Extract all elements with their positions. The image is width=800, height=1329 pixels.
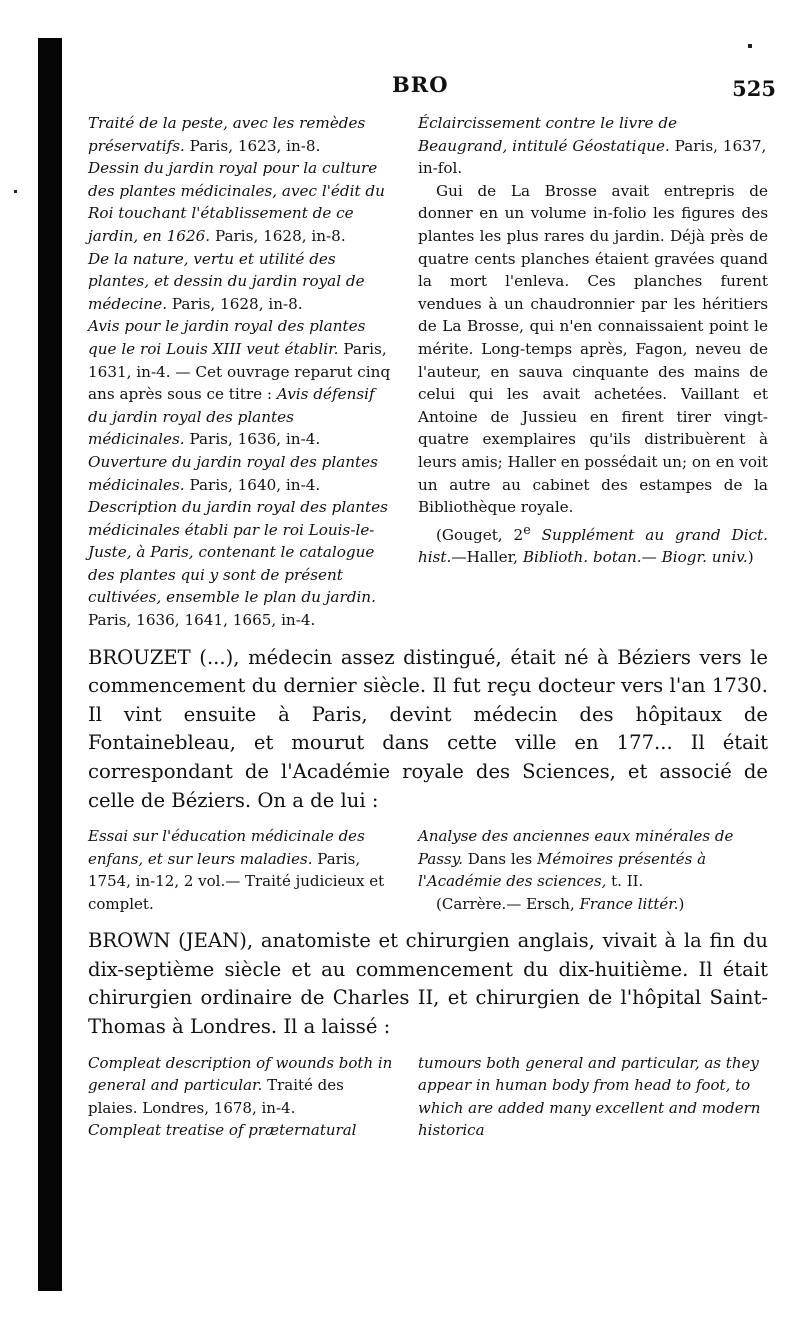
work-details: Paris, 1636, in-4.	[184, 430, 321, 449]
book-page	[88, 72, 776, 1142]
work-details: Traité des plaies. Londres, 1678, in-4.	[88, 1076, 344, 1117]
bibliography-item	[88, 315, 394, 451]
source-citation: (Carrère.— Ersch, France littér.)	[436, 894, 685, 913]
work-title: Description du jardin royal des plantes médicinales établi par le roi Louis-le-Juste, à Paris, contenant le catalogue des plantes qui y sont de présent cultivées, ensemble le plan du jardin.	[88, 498, 388, 607]
work-details: Paris, 1636, 1641, 1665, in-4.	[88, 611, 316, 630]
work-title: tumours both general and particular, as they appear in human body from head to foot, to which are added many excellent and modern historica	[418, 1053, 761, 1140]
work-details: Paris, 1631, in-4. — Cet ouvrage reparut cinq ans après sous ce titre :	[88, 339, 391, 404]
bibliography-item	[88, 1119, 394, 1142]
top-columns	[88, 112, 768, 632]
work-details: Paris, 1640, in-4.	[184, 475, 321, 494]
work-title: Ouverture du jardin royal des plantes médicinales.	[88, 452, 378, 494]
bibliography-item	[88, 157, 394, 247]
right-column	[418, 112, 768, 632]
bibliography-item	[88, 1052, 394, 1120]
work-title: Compleat description of wounds both in general and particular.	[88, 1053, 393, 1095]
page-header	[88, 72, 776, 112]
work-details: Paris, 1628, in-8.	[210, 226, 346, 245]
bibliography-item: Analyse des anciennes eaux minérales de Passy. Dans les Mémoires présentés à l'Académie des sciences, t. II.	[418, 827, 734, 891]
work-details: Paris, 1754, in-12, 2 vol.— Traité judicieux et complet.	[88, 849, 385, 913]
entry-brouzet	[88, 644, 768, 916]
work-title: Essai sur l'éducation médicinale des enfans, et sur leurs maladies.	[88, 827, 365, 868]
entry-text: BROUZET (...), médecin assez distingué, était né à Béziers vers le commencement du dernier siècle. Il fut reçu docteur vers l'an 1730. Il vint ensuite à Paris, devint médecin des hôpitaux de Fontainebleau, et mourut dans cette ville en 177... Il était correspondant de l'Académie royale des Sciences, et associé de celle de Béziers. On a de lui :	[88, 645, 768, 812]
work-title: Avis pour le jardin royal des plantes que le roi Louis XIII veut établir.	[88, 317, 366, 358]
work-details: Paris, 1628, in-8.	[167, 294, 303, 313]
source-citation: (Gouget, 2e Supplément au grand Dict. hist.—Haller, Biblioth. botan.— Biogr. univ.)	[418, 521, 768, 567]
brown-works	[88, 1052, 768, 1142]
bibliography-item	[88, 825, 394, 915]
work-title: Compleat treatise of præternatural	[88, 1121, 357, 1140]
work-title: Éclaircissement contre le livre de Beaugrand, intitulé Géostatique.	[418, 114, 678, 155]
bibliography-item	[88, 496, 394, 632]
work-title: De la nature, vertu et utilité des plantes, et dessin du jardin royal de médecine.	[88, 249, 365, 313]
commentary-paragraph: Gui de La Brosse avait entrepris de donner en un volume in-folio les figures des plantes les plus rares du jardin. Déjà près de quatre cents planches étaient gravées quand la mort l'enleva. Ces planches furent vendues à un chaudronnier par les héritiers de La Brosse, qui n'en connaissaient point le mérite. Long-temps après, Fagon, neveu de l'auteur, en sauva cinquante des mains de celui qui les avait achetées. Vaillant et Antoine de Jussieu en firent tirer vingt-quatre exemplaires qu'ils distribuèrent à leurs amis; Haller en possédait un; on en voit un autre au cabinet des estampes de la Bibliothèque royale.	[418, 181, 768, 517]
work-title: Dessin du jardin royal pour la culture des plantes médicinales, avec l'édit du Roi touchant l'établissement de ce jardin, en 1626.	[88, 159, 385, 245]
scan-speck	[14, 190, 17, 193]
work-title: Traité de la peste, avec les remèdes préservatifs.	[88, 114, 366, 155]
bibliography-item	[88, 451, 394, 496]
bibliography-item	[418, 1052, 768, 1142]
work-title: Mémoires présentés à l'Académie des sciences,	[418, 849, 707, 891]
work-details: Paris, 1623, in-8.	[184, 136, 321, 155]
work-title: Avis défensif du jardin royal des plantes médicinales.	[88, 385, 375, 449]
left-column	[88, 112, 394, 632]
brouzet-works	[88, 825, 768, 915]
work-details: Paris, 1637, in-fol.	[418, 136, 767, 178]
scan-speck	[748, 44, 752, 48]
entry-brown	[88, 927, 768, 1141]
page-number: 525	[732, 76, 776, 101]
work-title: Analyse des anciennes eaux minérales de Passy.	[418, 827, 734, 868]
running-head: BRO	[392, 72, 449, 97]
page-binding-shadow	[38, 38, 62, 1291]
bibliography-item	[88, 248, 394, 316]
bibliography-item	[418, 112, 768, 180]
entry-text: BROWN (JEAN), anatomiste et chirurgien anglais, vivait à la fin du dix-septième siècle et au commencement du dix-huitième. Il était chirurgien ordinaire de Charles II, et chirurgien de l'hôpital Saint-Thomas à Londres. Il a laissé :	[88, 929, 768, 1038]
bibliography-item	[88, 112, 394, 157]
